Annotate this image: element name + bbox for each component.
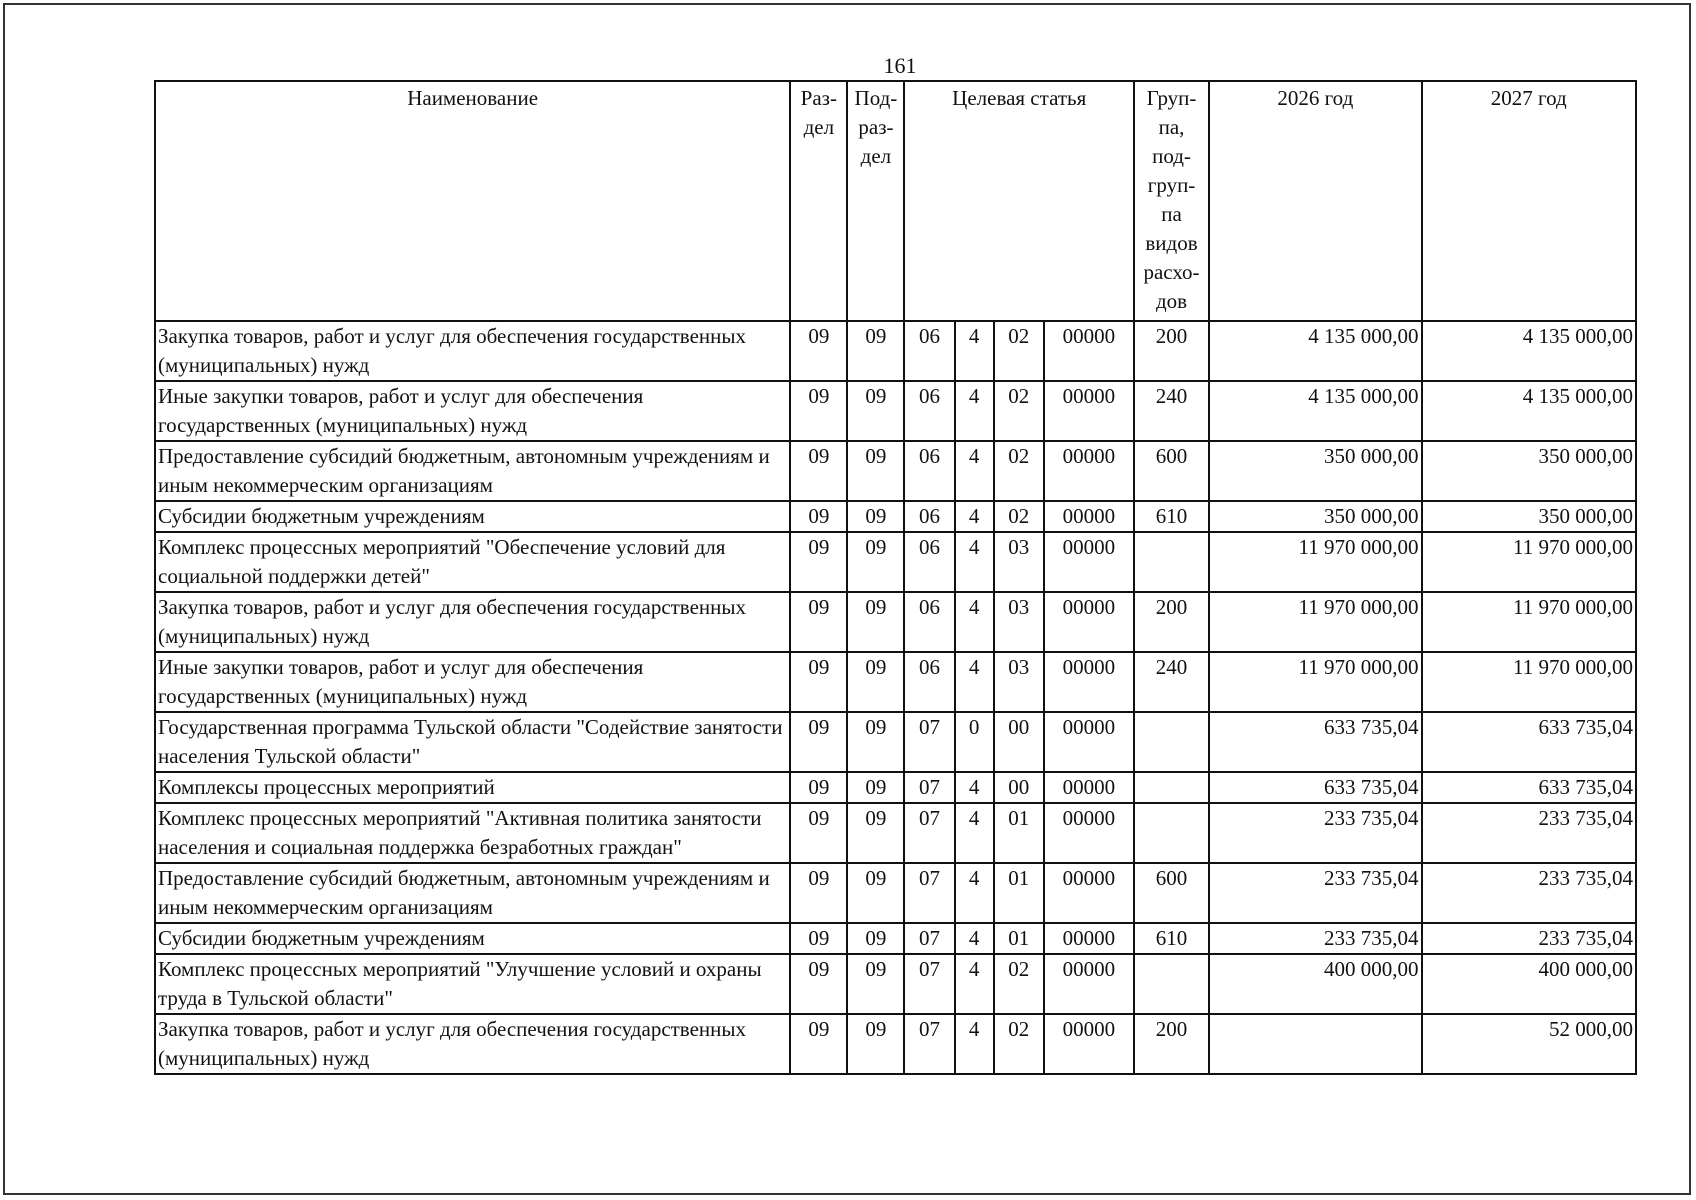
row-target-complex: 02	[994, 441, 1044, 501]
row-amount-2026: 350 000,00	[1209, 501, 1421, 532]
row-amount-2026: 400 000,00	[1209, 954, 1421, 1014]
row-amount-2027: 52 000,00	[1422, 1014, 1636, 1074]
row-target-program: 07	[904, 1014, 954, 1074]
row-section: 09	[790, 381, 847, 441]
table-body	[155, 321, 1636, 1074]
row-target-complex: 02	[994, 954, 1044, 1014]
row-section: 09	[790, 863, 847, 923]
row-target-program: 07	[904, 923, 954, 954]
header-subsection: Под- раз- дел	[847, 81, 904, 321]
row-name: Иные закупки товаров, работ и услуг для обеспечения государственных (муниципальных) нужд	[155, 381, 790, 441]
row-section: 09	[790, 532, 847, 592]
row-expense-group: 200	[1134, 321, 1209, 381]
row-target-program: 06	[904, 532, 954, 592]
row-target-direction: 00000	[1044, 532, 1134, 592]
row-name: Закупка товаров, работ и услуг для обеспечения государственных (муниципальных) нужд	[155, 592, 790, 652]
row-target-direction: 00000	[1044, 923, 1134, 954]
table-row	[155, 803, 1636, 863]
table-row	[155, 863, 1636, 923]
table-row	[155, 923, 1636, 954]
header-2026: 2026 год	[1209, 81, 1421, 321]
row-target-type: 4	[955, 532, 994, 592]
table-row	[155, 652, 1636, 712]
row-subsection: 09	[847, 381, 904, 441]
row-name: Комплекс процессных мероприятий "Улучшение условий и охраны труда в Тульской области"	[155, 954, 790, 1014]
row-subsection: 09	[847, 954, 904, 1014]
header-target-article: Целевая статья	[904, 81, 1133, 321]
row-target-complex: 02	[994, 1014, 1044, 1074]
row-expense-group	[1134, 803, 1209, 863]
row-amount-2027: 11 970 000,00	[1422, 532, 1636, 592]
row-name: Закупка товаров, работ и услуг для обеспечения государственных (муниципальных) нужд	[155, 1014, 790, 1074]
table-row	[155, 501, 1636, 532]
row-expense-group	[1134, 954, 1209, 1014]
row-name: Субсидии бюджетным учреждениям	[155, 501, 790, 532]
row-name: Комплекс процессных мероприятий "Обеспечение условий для социальной поддержки детей"	[155, 532, 790, 592]
row-target-type: 4	[955, 954, 994, 1014]
row-target-complex: 03	[994, 532, 1044, 592]
row-name: Комплексы процессных мероприятий	[155, 772, 790, 803]
row-name: Предоставление субсидий бюджетным, автономным учреждениям и иным некоммерческим организациям	[155, 863, 790, 923]
row-target-complex: 00	[994, 772, 1044, 803]
table-row	[155, 772, 1636, 803]
row-section: 09	[790, 1014, 847, 1074]
row-amount-2026: 11 970 000,00	[1209, 592, 1421, 652]
row-target-direction: 00000	[1044, 441, 1134, 501]
row-target-complex: 03	[994, 592, 1044, 652]
row-target-type: 4	[955, 381, 994, 441]
row-expense-group	[1134, 712, 1209, 772]
header-section: Раз- дел	[790, 81, 847, 321]
row-target-direction: 00000	[1044, 321, 1134, 381]
row-amount-2027: 350 000,00	[1422, 441, 1636, 501]
row-target-program: 07	[904, 954, 954, 1014]
row-expense-group: 240	[1134, 652, 1209, 712]
row-amount-2027: 233 735,04	[1422, 803, 1636, 863]
row-target-direction: 00000	[1044, 1014, 1134, 1074]
row-target-complex: 01	[994, 803, 1044, 863]
table-row	[155, 1014, 1636, 1074]
row-amount-2026: 633 735,04	[1209, 772, 1421, 803]
table-row	[155, 592, 1636, 652]
row-subsection: 09	[847, 803, 904, 863]
row-target-type: 4	[955, 592, 994, 652]
row-amount-2026: 633 735,04	[1209, 712, 1421, 772]
row-section: 09	[790, 441, 847, 501]
row-expense-group: 200	[1134, 1014, 1209, 1074]
row-target-complex: 00	[994, 712, 1044, 772]
header-2027: 2027 год	[1422, 81, 1636, 321]
row-target-direction: 00000	[1044, 954, 1134, 1014]
row-target-program: 06	[904, 592, 954, 652]
row-name: Иные закупки товаров, работ и услуг для обеспечения государственных (муниципальных) нужд	[155, 652, 790, 712]
row-target-complex: 01	[994, 923, 1044, 954]
row-amount-2026: 4 135 000,00	[1209, 321, 1421, 381]
row-target-program: 06	[904, 441, 954, 501]
row-target-direction: 00000	[1044, 501, 1134, 532]
row-expense-group: 610	[1134, 501, 1209, 532]
row-subsection: 09	[847, 501, 904, 532]
row-section: 09	[790, 321, 847, 381]
row-amount-2026: 233 735,04	[1209, 923, 1421, 954]
row-expense-group: 600	[1134, 863, 1209, 923]
row-target-program: 07	[904, 712, 954, 772]
row-amount-2027: 233 735,04	[1422, 923, 1636, 954]
row-target-complex: 02	[994, 381, 1044, 441]
row-amount-2027: 633 735,04	[1422, 712, 1636, 772]
row-subsection: 09	[847, 321, 904, 381]
row-target-complex: 03	[994, 652, 1044, 712]
row-target-program: 06	[904, 652, 954, 712]
row-target-program: 06	[904, 501, 954, 532]
row-target-type: 4	[955, 863, 994, 923]
row-target-direction: 00000	[1044, 592, 1134, 652]
row-expense-group	[1134, 772, 1209, 803]
row-amount-2027: 350 000,00	[1422, 501, 1636, 532]
row-subsection: 09	[847, 863, 904, 923]
row-target-program: 07	[904, 803, 954, 863]
table-row	[155, 441, 1636, 501]
row-name: Субсидии бюджетным учреждениям	[155, 923, 790, 954]
row-target-direction: 00000	[1044, 712, 1134, 772]
row-expense-group	[1134, 532, 1209, 592]
table-row	[155, 532, 1636, 592]
page-number: 161	[883, 53, 917, 78]
row-target-program: 06	[904, 321, 954, 381]
row-target-program: 07	[904, 863, 954, 923]
row-target-direction: 00000	[1044, 381, 1134, 441]
row-target-direction: 00000	[1044, 803, 1134, 863]
row-target-type: 4	[955, 441, 994, 501]
row-section: 09	[790, 772, 847, 803]
row-expense-group: 610	[1134, 923, 1209, 954]
row-target-direction: 00000	[1044, 863, 1134, 923]
row-target-type: 4	[955, 923, 994, 954]
row-target-type: 4	[955, 652, 994, 712]
row-target-type: 4	[955, 501, 994, 532]
row-subsection: 09	[847, 1014, 904, 1074]
row-target-type: 4	[955, 772, 994, 803]
row-target-direction: 00000	[1044, 652, 1134, 712]
row-section: 09	[790, 652, 847, 712]
row-amount-2026: 4 135 000,00	[1209, 381, 1421, 441]
row-target-program: 06	[904, 381, 954, 441]
row-target-complex: 01	[994, 863, 1044, 923]
row-subsection: 09	[847, 923, 904, 954]
row-amount-2026: 233 735,04	[1209, 863, 1421, 923]
row-amount-2027: 4 135 000,00	[1422, 381, 1636, 441]
row-section: 09	[790, 803, 847, 863]
row-subsection: 09	[847, 441, 904, 501]
row-section: 09	[790, 954, 847, 1014]
row-amount-2026: 11 970 000,00	[1209, 532, 1421, 592]
row-target-type: 0	[955, 712, 994, 772]
header-name: Наименование	[155, 81, 790, 321]
row-amount-2027: 633 735,04	[1422, 772, 1636, 803]
row-amount-2027: 4 135 000,00	[1422, 321, 1636, 381]
row-target-type: 4	[955, 803, 994, 863]
row-section: 09	[790, 712, 847, 772]
row-amount-2027: 11 970 000,00	[1422, 652, 1636, 712]
row-amount-2026	[1209, 1014, 1421, 1074]
table-row	[155, 381, 1636, 441]
row-section: 09	[790, 923, 847, 954]
header-expense-group: Груп- па, под- груп- па видов расхо- дов	[1134, 81, 1209, 321]
row-target-program: 07	[904, 772, 954, 803]
row-expense-group: 240	[1134, 381, 1209, 441]
table-row	[155, 712, 1636, 772]
row-subsection: 09	[847, 772, 904, 803]
row-name: Комплекс процессных мероприятий "Активная политика занятости населения и социальная поддержка безработных граждан"	[155, 803, 790, 863]
row-name: Государственная программа Тульской области "Содействие занятости населения Тульской области"	[155, 712, 790, 772]
row-amount-2026: 233 735,04	[1209, 803, 1421, 863]
row-section: 09	[790, 501, 847, 532]
row-target-complex: 02	[994, 501, 1044, 532]
row-amount-2026: 350 000,00	[1209, 441, 1421, 501]
row-target-complex: 02	[994, 321, 1044, 381]
row-expense-group: 200	[1134, 592, 1209, 652]
row-target-type: 4	[955, 321, 994, 381]
row-target-type: 4	[955, 1014, 994, 1074]
row-amount-2027: 400 000,00	[1422, 954, 1636, 1014]
row-subsection: 09	[847, 592, 904, 652]
table-header-row	[155, 81, 1636, 321]
row-section: 09	[790, 592, 847, 652]
table-row	[155, 321, 1636, 381]
row-target-direction: 00000	[1044, 772, 1134, 803]
row-amount-2027: 233 735,04	[1422, 863, 1636, 923]
row-expense-group: 600	[1134, 441, 1209, 501]
row-name: Закупка товаров, работ и услуг для обеспечения государственных (муниципальных) нужд	[155, 321, 790, 381]
row-subsection: 09	[847, 532, 904, 592]
table-row	[155, 954, 1636, 1014]
row-amount-2026: 11 970 000,00	[1209, 652, 1421, 712]
budget-table	[154, 80, 1637, 1075]
row-name: Предоставление субсидий бюджетным, автономным учреждениям и иным некоммерческим организациям	[155, 441, 790, 501]
row-subsection: 09	[847, 712, 904, 772]
row-amount-2027: 11 970 000,00	[1422, 592, 1636, 652]
row-subsection: 09	[847, 652, 904, 712]
